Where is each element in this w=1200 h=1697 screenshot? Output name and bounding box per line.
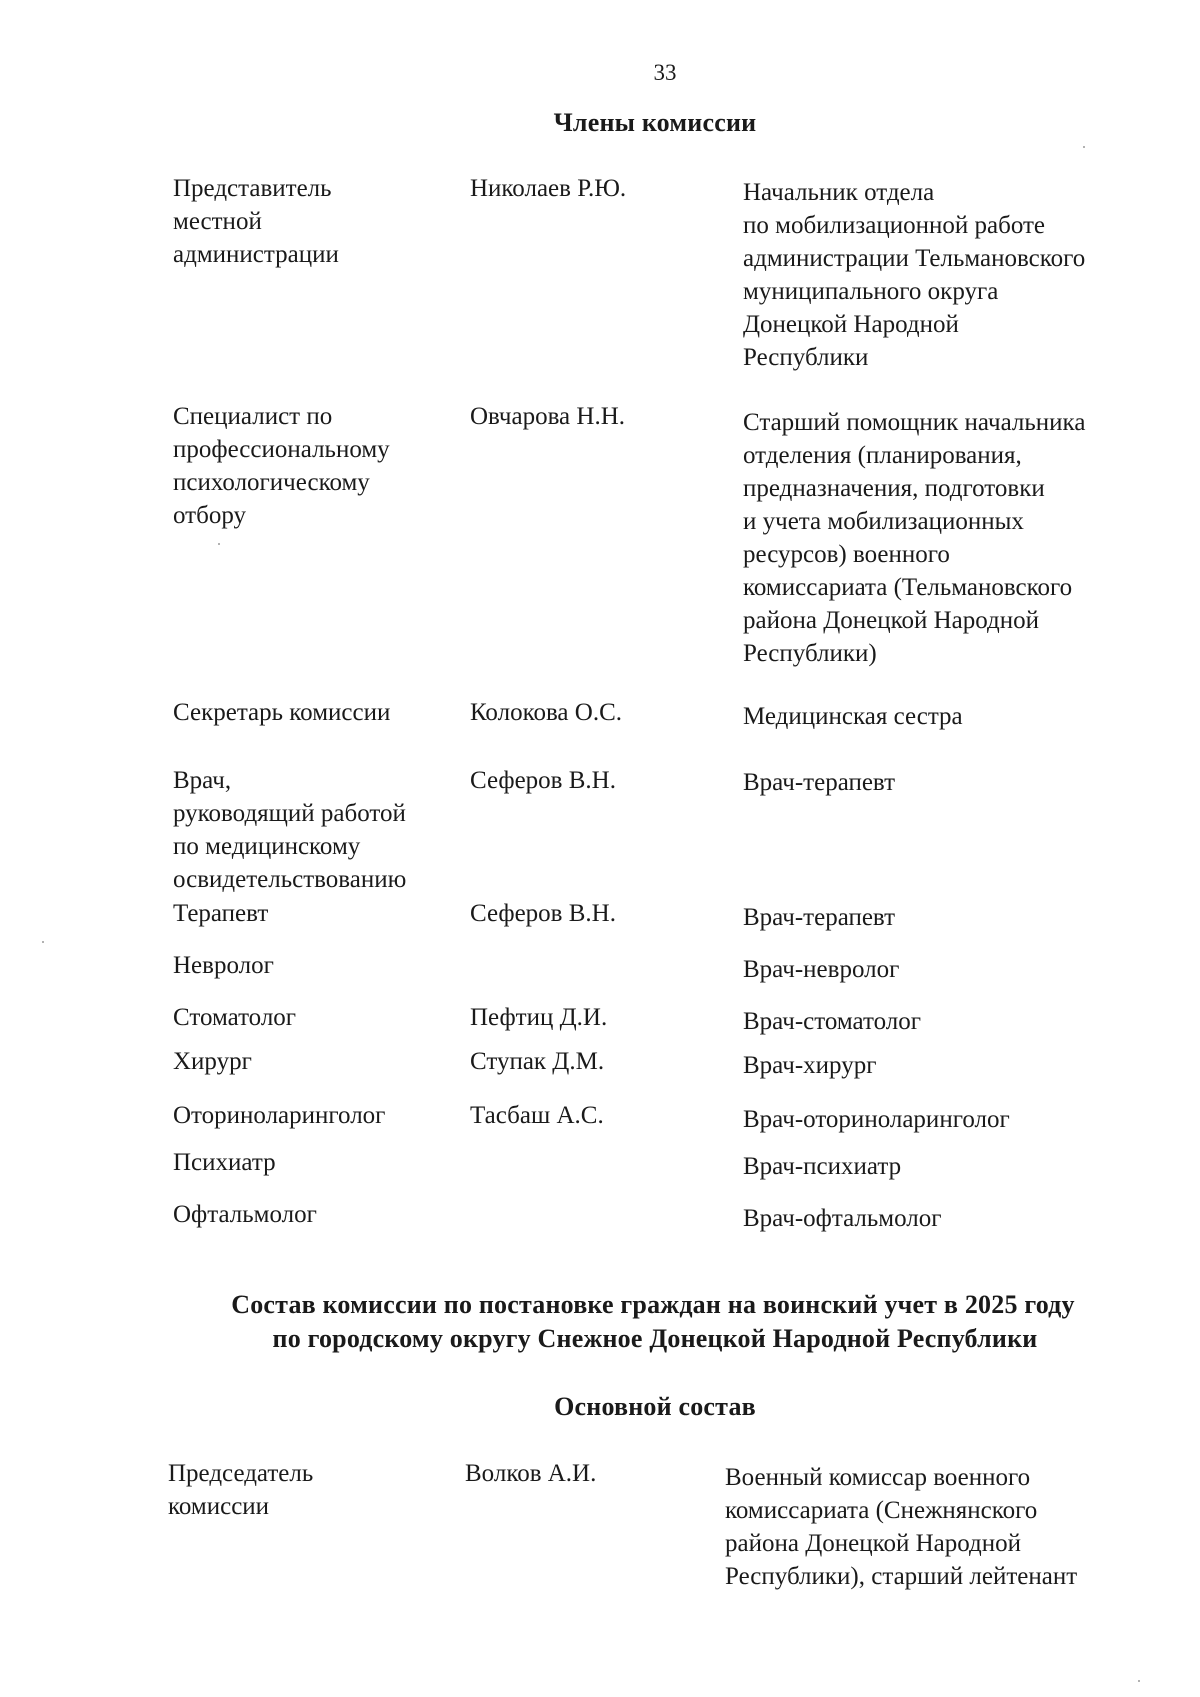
- member-name: Колокова О.С.: [470, 699, 623, 726]
- member-role: Представитель местной администрации: [173, 175, 339, 268]
- scan-speck: [218, 543, 220, 545]
- member-position: Старший помощник начальника отделения (планирования, предназначения, подготовки и учета мобилизационных ресурсов) военного комиссариата (Тельмановского района Донецкой Народной Республики): [743, 409, 1086, 667]
- member-position: Врач-терапевт: [743, 904, 896, 931]
- composition-title-line1: Состав комиссии по постановке граждан на воинский учет в 2025 году: [231, 1290, 1075, 1319]
- member-position: Врач-невролог: [743, 956, 900, 983]
- member-role: Невролог: [173, 952, 274, 979]
- member-position: Врач-стоматолог: [743, 1008, 921, 1035]
- member-role: Врач, руководящий работой по медицинскому освидетельствованию: [173, 767, 407, 893]
- member-position: Врач-офтальмолог: [743, 1205, 942, 1232]
- member-role: Специалист по профессиональному психологическому отбору: [173, 403, 390, 529]
- member-name: Сеферов В.Н.: [470, 767, 616, 794]
- member-position: Врач-терапевт: [743, 769, 896, 796]
- page-number: 33: [653, 60, 677, 85]
- member-position: Врач-хирург: [743, 1052, 877, 1079]
- member-name: Пефтиц Д.И.: [470, 1004, 608, 1031]
- scan-speck: [1083, 146, 1085, 148]
- member-role: Секретарь комиссии: [173, 699, 391, 726]
- member-role: Терапевт: [173, 900, 269, 927]
- member-position: Военный комиссар военного комиссариата (Снежнянского района Донецкой Народной Республики), старший лейтенант: [725, 1464, 1078, 1590]
- member-role: Оториноларинголог: [173, 1102, 386, 1129]
- member-name: Сеферов В.Н.: [470, 900, 616, 927]
- member-role: Офтальмолог: [173, 1201, 317, 1228]
- member-role: Стоматолог: [173, 1004, 297, 1031]
- scan-speck: [1138, 1680, 1140, 1682]
- member-position: Врач-оториноларинголог: [743, 1106, 1010, 1133]
- member-position: Начальник отдела по мобилизационной работе администрации Тельмановского муниципального округа Донецкой Народной Республики: [743, 179, 1086, 371]
- member-position: Медицинская сестра: [743, 703, 963, 730]
- member-role: Председатель комиссии: [168, 1460, 314, 1520]
- main-composition-heading: Основной состав: [554, 1392, 756, 1421]
- member-name: Тасбаш А.С.: [470, 1102, 604, 1129]
- member-position: Врач-психиатр: [743, 1153, 902, 1180]
- scan-speck: [42, 941, 44, 943]
- member-name: Ступак Д.М.: [470, 1048, 605, 1075]
- composition-title-line2: по городскому округу Снежное Донецкой Народной Республики: [272, 1324, 1038, 1353]
- member-name: Николаев Р.Ю.: [470, 175, 627, 202]
- members-heading: Члены комиссии: [553, 108, 757, 137]
- member-role: Психиатр: [173, 1149, 276, 1176]
- member-name: Волков А.И.: [465, 1460, 597, 1487]
- member-role: Хирург: [173, 1048, 252, 1075]
- member-name: Овчарова Н.Н.: [470, 403, 626, 430]
